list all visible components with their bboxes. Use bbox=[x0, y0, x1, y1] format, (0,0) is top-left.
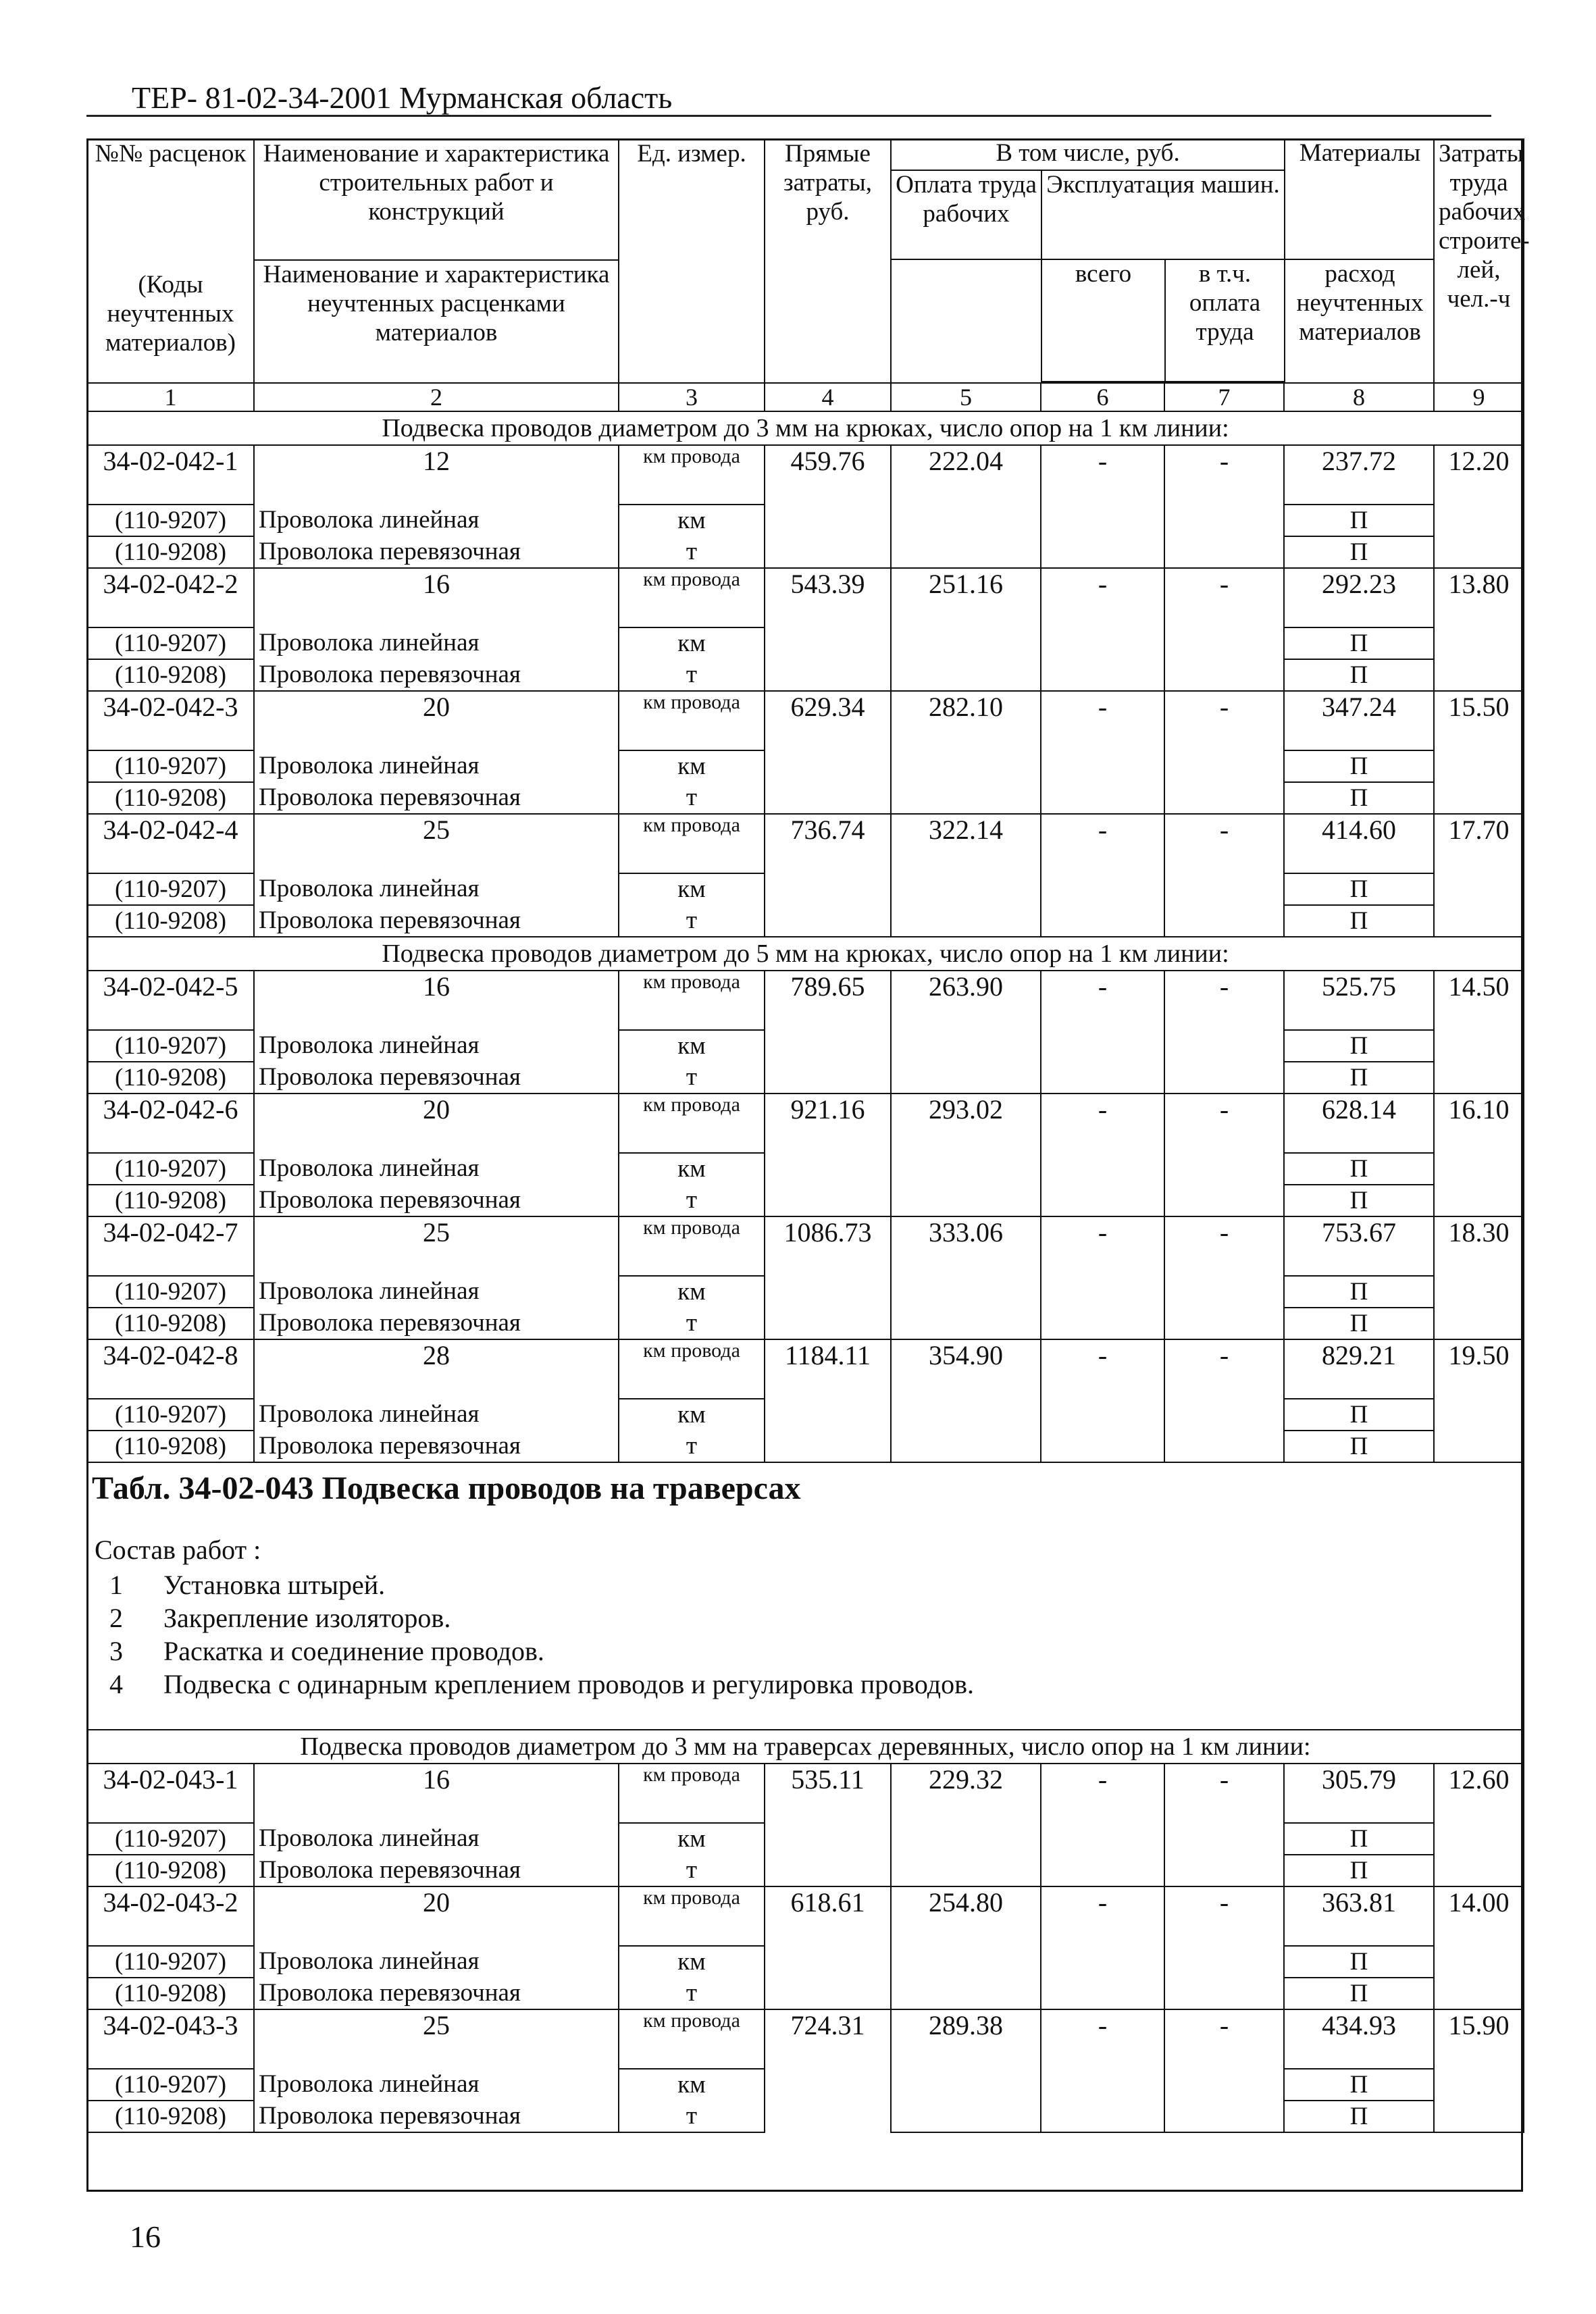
rate-machine-cost: - bbox=[1041, 971, 1164, 1094]
material-code: (110-9208) bbox=[87, 1185, 254, 1216]
material-name: Проволока линейная bbox=[254, 2069, 619, 2101]
col-header-code: №№ расценок bbox=[87, 139, 254, 260]
material-consumption: П bbox=[1284, 750, 1434, 782]
rate-unit: км провода bbox=[619, 1094, 765, 1153]
rate-code: 34-02-042-7 bbox=[87, 1216, 254, 1276]
material-unit: км bbox=[619, 2069, 765, 2101]
rate-code: 34-02-042-5 bbox=[87, 971, 254, 1030]
col-header-direct: Прямые затраты, руб. bbox=[765, 139, 891, 383]
col-header-machines: Эксплуатация машин. bbox=[1041, 170, 1285, 259]
rate-machine-labor-cost: - bbox=[1164, 2009, 1284, 2132]
rate-row bbox=[87, 2009, 1524, 2069]
rate-direct-cost: 724.31 bbox=[765, 2009, 891, 2132]
work-composition-caption: Состав работ : bbox=[95, 1534, 261, 1565]
rate-machine-labor-cost: - bbox=[1164, 1216, 1284, 1339]
rate-supports-count: 12 bbox=[254, 445, 619, 505]
header-rule bbox=[86, 115, 1491, 117]
rate-unit: км провода bbox=[619, 568, 765, 627]
material-consumption: П bbox=[1284, 782, 1434, 814]
col-number: 4 bbox=[765, 383, 891, 411]
rate-materials-cost: 414.60 bbox=[1284, 814, 1434, 873]
work-composition-item bbox=[95, 1568, 1523, 1601]
rate-code: 34-02-042-4 bbox=[87, 814, 254, 873]
material-unit: км bbox=[619, 1823, 765, 1855]
rate-code: 34-02-042-2 bbox=[87, 568, 254, 627]
material-unit: т bbox=[619, 659, 765, 691]
work-composition-item bbox=[95, 1635, 1523, 1668]
rate-labor-cost: 354.90 bbox=[891, 1339, 1041, 1462]
material-name: Проволока перевязочная bbox=[254, 1062, 619, 1094]
rate-row bbox=[87, 445, 1524, 505]
rate-code: 34-02-042-8 bbox=[87, 1339, 254, 1399]
rate-machine-labor-cost: - bbox=[1164, 1339, 1284, 1462]
rate-machine-cost: - bbox=[1041, 691, 1164, 814]
rate-direct-cost: 921.16 bbox=[765, 1094, 891, 1216]
col-header-name-sub: Наименование и характеристика неучтенных расценками материалов bbox=[254, 260, 619, 383]
material-consumption: П bbox=[1284, 873, 1434, 905]
col-number: 2 bbox=[254, 383, 619, 411]
rate-labor-hours: 12.60 bbox=[1434, 1764, 1524, 1886]
rate-labor-hours: 14.50 bbox=[1434, 971, 1524, 1094]
rate-direct-cost: 789.65 bbox=[765, 971, 891, 1094]
material-unit: км bbox=[619, 1030, 765, 1062]
rate-labor-cost: 293.02 bbox=[891, 1094, 1041, 1216]
rate-labor-cost: 251.16 bbox=[891, 568, 1041, 691]
rate-unit: км провода bbox=[619, 1764, 765, 1823]
rate-supports-count: 16 bbox=[254, 1764, 619, 1823]
page-header: ТЕР- 81-02-34-2001 Мурманская область bbox=[132, 80, 673, 115]
rate-labor-cost: 333.06 bbox=[891, 1216, 1041, 1339]
rate-labor-hours: 13.80 bbox=[1434, 568, 1524, 691]
material-code: (110-9207) bbox=[87, 1946, 254, 1978]
rate-row bbox=[87, 568, 1524, 627]
rate-code: 34-02-042-6 bbox=[87, 1094, 254, 1153]
material-unit: т bbox=[619, 1978, 765, 2009]
rate-machine-cost: - bbox=[1041, 445, 1164, 568]
material-name: Проволока линейная bbox=[254, 627, 619, 659]
rate-unit: км провода bbox=[619, 2009, 765, 2069]
work-item-text: Раскатка и соединение проводов. bbox=[163, 1636, 544, 1667]
material-unit: км bbox=[619, 1946, 765, 1978]
rate-supports-count: 25 bbox=[254, 814, 619, 873]
material-code: (110-9208) bbox=[87, 1855, 254, 1886]
rate-machine-cost: - bbox=[1041, 1764, 1164, 1886]
material-consumption: П bbox=[1284, 1308, 1434, 1339]
material-name: Проволока линейная bbox=[254, 1276, 619, 1308]
rate-machine-cost: - bbox=[1041, 1339, 1164, 1462]
group-header: В том числе, руб. bbox=[892, 139, 1285, 170]
material-code: (110-9208) bbox=[87, 905, 254, 937]
material-code: (110-9208) bbox=[87, 1978, 254, 2009]
material-code: (110-9207) bbox=[87, 1823, 254, 1855]
material-consumption: П bbox=[1284, 505, 1434, 536]
rate-supports-count: 16 bbox=[254, 971, 619, 1030]
material-name: Проволока перевязочная bbox=[254, 905, 619, 937]
rate-direct-cost: 618.61 bbox=[765, 1886, 891, 2009]
material-code: (110-9207) bbox=[87, 1399, 254, 1431]
material-consumption: П bbox=[1284, 1185, 1434, 1216]
rate-row bbox=[87, 1216, 1524, 1276]
rate-unit: км провода bbox=[619, 1339, 765, 1399]
material-code: (110-9207) bbox=[87, 873, 254, 905]
rate-labor-cost: 282.10 bbox=[891, 691, 1041, 814]
material-unit: т bbox=[619, 1431, 765, 1462]
rate-machine-cost: - bbox=[1041, 1094, 1164, 1216]
rate-materials-cost: 292.23 bbox=[1284, 568, 1434, 627]
rate-supports-count: 28 bbox=[254, 1339, 619, 1399]
rate-materials-cost: 347.24 bbox=[1284, 691, 1434, 750]
material-name: Проволока линейная bbox=[254, 1399, 619, 1431]
material-consumption: П bbox=[1284, 1855, 1434, 1886]
work-item-text: Подвеска с одинарным креплением проводов и регулировка проводов. bbox=[163, 1669, 974, 1700]
rate-unit: км провода bbox=[619, 445, 765, 505]
col-number: 8 bbox=[1284, 383, 1434, 411]
material-name: Проволока перевязочная bbox=[254, 782, 619, 814]
rate-direct-cost: 1184.11 bbox=[765, 1339, 891, 1462]
rate-labor-cost: 229.32 bbox=[891, 1764, 1041, 1886]
material-name: Проволока линейная bbox=[254, 1030, 619, 1062]
col-number: 6 bbox=[1041, 383, 1164, 411]
col-number: 7 bbox=[1164, 383, 1284, 411]
material-code: (110-9208) bbox=[87, 782, 254, 814]
work-item-number: 2 bbox=[109, 1603, 123, 1634]
material-unit: км bbox=[619, 1276, 765, 1308]
rate-labor-hours: 15.90 bbox=[1434, 2009, 1524, 2132]
table-043-intro bbox=[87, 1462, 1524, 1730]
material-consumption: П bbox=[1284, 1276, 1434, 1308]
rate-labor-hours: 14.00 bbox=[1434, 1886, 1524, 2009]
rate-supports-count: 16 bbox=[254, 568, 619, 627]
section-title: Подвеска проводов диаметром до 3 мм на траверсах деревянных, число опор на 1 км линии: bbox=[87, 1730, 1524, 1764]
rate-direct-cost: 543.39 bbox=[765, 568, 891, 691]
section-title: Подвеска проводов диаметром до 5 мм на крюках, число опор на 1 км линии: bbox=[87, 937, 1524, 971]
rate-row bbox=[87, 1339, 1524, 1399]
rate-materials-cost: 305.79 bbox=[1284, 1764, 1434, 1823]
rate-machine-labor-cost: - bbox=[1164, 445, 1284, 568]
col-header-labor: Оплата труда рабочих bbox=[892, 170, 1041, 259]
rates-table bbox=[86, 138, 1530, 2133]
col-header-materials-sub: расход неучтенных материалов bbox=[1285, 260, 1435, 382]
col-header-hours: Затраты труда рабочих строите- лей, чел.-ч bbox=[1434, 139, 1524, 383]
section-header-row bbox=[87, 1730, 1524, 1764]
rate-labor-cost: 289.38 bbox=[891, 2009, 1041, 2132]
rate-row bbox=[87, 691, 1524, 750]
rate-row bbox=[87, 1886, 1524, 1946]
rate-direct-cost: 1086.73 bbox=[765, 1216, 891, 1339]
material-unit: т bbox=[619, 1855, 765, 1886]
work-item-number: 1 bbox=[109, 1570, 123, 1601]
rate-labor-cost: 254.80 bbox=[891, 1886, 1041, 2009]
rate-row bbox=[87, 1764, 1524, 1823]
rate-materials-cost: 237.72 bbox=[1284, 445, 1434, 505]
rate-materials-cost: 829.21 bbox=[1284, 1339, 1434, 1399]
material-code: (110-9208) bbox=[87, 1431, 254, 1462]
rate-labor-hours: 17.70 bbox=[1434, 814, 1524, 937]
work-item-text: Установка штырей. bbox=[163, 1570, 386, 1601]
rate-labor-hours: 12.20 bbox=[1434, 445, 1524, 568]
material-consumption: П bbox=[1284, 1062, 1434, 1094]
material-consumption: П bbox=[1284, 2069, 1434, 2101]
material-name: Проволока перевязочная bbox=[254, 2101, 619, 2132]
material-unit: т bbox=[619, 536, 765, 568]
rate-machine-cost: - bbox=[1041, 568, 1164, 691]
material-code: (110-9207) bbox=[87, 1153, 254, 1185]
material-name: Проволока линейная bbox=[254, 505, 619, 536]
section-header-row bbox=[87, 937, 1524, 971]
rate-labor-cost: 222.04 bbox=[891, 445, 1041, 568]
rate-machine-cost: - bbox=[1041, 1886, 1164, 2009]
rate-machine-labor-cost: - bbox=[1164, 1886, 1284, 2009]
work-item-number: 4 bbox=[109, 1669, 123, 1700]
material-consumption: П bbox=[1284, 905, 1434, 937]
col-header-materials: Материалы bbox=[1285, 139, 1435, 259]
column-numbers-row bbox=[87, 383, 1524, 411]
rate-machine-cost: - bbox=[1041, 814, 1164, 937]
rate-supports-count: 20 bbox=[254, 1094, 619, 1153]
material-unit: т bbox=[619, 905, 765, 937]
material-name: Проволока перевязочная bbox=[254, 1855, 619, 1886]
rate-materials-cost: 363.81 bbox=[1284, 1886, 1434, 1946]
material-name: Проволока перевязочная bbox=[254, 659, 619, 691]
rate-materials-cost: 434.93 bbox=[1284, 2009, 1434, 2069]
work-item-number: 3 bbox=[109, 1636, 123, 1667]
page-number: 16 bbox=[130, 2219, 161, 2254]
material-name: Проволока линейная bbox=[254, 1153, 619, 1185]
rate-labor-cost: 322.14 bbox=[891, 814, 1041, 937]
section-title: Подвеска проводов диаметром до 3 мм на крюках, число опор на 1 км линии: bbox=[87, 411, 1524, 445]
rate-supports-count: 25 bbox=[254, 2009, 619, 2069]
rate-direct-cost: 459.76 bbox=[765, 445, 891, 568]
rate-direct-cost: 629.34 bbox=[765, 691, 891, 814]
material-unit: т bbox=[619, 1308, 765, 1339]
material-code: (110-9207) bbox=[87, 2069, 254, 2101]
material-unit: км bbox=[619, 627, 765, 659]
spacer bbox=[95, 1701, 1523, 1724]
rate-machine-cost: - bbox=[1041, 1216, 1164, 1339]
rate-machine-labor-cost: - bbox=[1164, 691, 1284, 814]
material-code: (110-9208) bbox=[87, 2101, 254, 2132]
material-name: Проволока линейная bbox=[254, 873, 619, 905]
material-code: (110-9207) bbox=[87, 750, 254, 782]
rate-materials-cost: 628.14 bbox=[1284, 1094, 1434, 1153]
rate-labor-hours: 18.30 bbox=[1434, 1216, 1524, 1339]
rate-code: 34-02-042-1 bbox=[87, 445, 254, 505]
work-item-text: Закрепление изоляторов. bbox=[163, 1603, 451, 1634]
rate-supports-count: 25 bbox=[254, 1216, 619, 1276]
rate-unit: км провода bbox=[619, 1886, 765, 1946]
rate-machine-labor-cost: - bbox=[1164, 971, 1284, 1094]
material-consumption: П bbox=[1284, 1978, 1434, 2009]
material-code: (110-9208) bbox=[87, 1062, 254, 1094]
rate-labor-hours: 19.50 bbox=[1434, 1339, 1524, 1462]
rate-labor-hours: 15.50 bbox=[1434, 691, 1524, 814]
rate-unit: км провода bbox=[619, 971, 765, 1030]
section-header-row bbox=[87, 411, 1524, 445]
material-name: Проволока линейная bbox=[254, 750, 619, 782]
material-consumption: П bbox=[1284, 2101, 1434, 2132]
col-header-code-sub: (Коды неучтенных материалов) bbox=[87, 260, 254, 383]
col-header-name: Наименование и характеристика строительных работ и конструкций bbox=[254, 139, 619, 260]
rate-direct-cost: 535.11 bbox=[765, 1764, 891, 1886]
col-header-group bbox=[891, 139, 1434, 260]
material-name: Проволока перевязочная bbox=[254, 1185, 619, 1216]
col-header-mach-total: всего bbox=[1041, 260, 1165, 382]
col-number: 3 bbox=[619, 383, 765, 411]
material-name: Проволока перевязочная bbox=[254, 1978, 619, 2009]
material-consumption: П bbox=[1284, 1030, 1434, 1062]
col-header-mach-labor: в т.ч. оплата труда bbox=[1165, 260, 1285, 382]
material-unit: км bbox=[619, 1399, 765, 1431]
material-unit: т bbox=[619, 1185, 765, 1216]
material-unit: т bbox=[619, 2101, 765, 2132]
rate-machine-labor-cost: - bbox=[1164, 814, 1284, 937]
material-unit: км bbox=[619, 505, 765, 536]
rate-code: 34-02-043-1 bbox=[87, 1764, 254, 1823]
work-composition-item bbox=[95, 1601, 1523, 1635]
material-consumption: П bbox=[1284, 1431, 1434, 1462]
rate-unit: км провода bbox=[619, 814, 765, 873]
material-code: (110-9207) bbox=[87, 505, 254, 536]
rate-supports-count: 20 bbox=[254, 691, 619, 750]
material-name: Проволока перевязочная bbox=[254, 1431, 619, 1462]
material-unit: т bbox=[619, 782, 765, 814]
material-consumption: П bbox=[1284, 1153, 1434, 1185]
rate-row bbox=[87, 814, 1524, 873]
col-header-unit: Ед. измер. bbox=[619, 139, 765, 383]
rate-code: 34-02-042-3 bbox=[87, 691, 254, 750]
material-consumption: П bbox=[1284, 1399, 1434, 1431]
rate-unit: км провода bbox=[619, 691, 765, 750]
material-name: Проволока перевязочная bbox=[254, 536, 619, 568]
material-consumption: П bbox=[1284, 659, 1434, 691]
material-name: Проволока перевязочная bbox=[254, 1308, 619, 1339]
rate-materials-cost: 525.75 bbox=[1284, 971, 1434, 1030]
rate-machine-labor-cost: - bbox=[1164, 568, 1284, 691]
material-code: (110-9207) bbox=[87, 627, 254, 659]
material-consumption: П bbox=[1284, 1823, 1434, 1855]
material-code: (110-9208) bbox=[87, 536, 254, 568]
material-consumption: П bbox=[1284, 1946, 1434, 1978]
rate-labor-hours: 16.10 bbox=[1434, 1094, 1524, 1216]
col-number: 9 bbox=[1434, 383, 1524, 411]
material-unit: км bbox=[619, 873, 765, 905]
rate-code: 34-02-043-2 bbox=[87, 1886, 254, 1946]
rate-labor-cost: 263.90 bbox=[891, 971, 1041, 1094]
col-header-subgroup bbox=[891, 260, 1434, 383]
material-consumption: П bbox=[1284, 627, 1434, 659]
rate-machine-cost: - bbox=[1041, 2009, 1164, 2132]
col-number: 5 bbox=[891, 383, 1041, 411]
material-code: (110-9208) bbox=[87, 1308, 254, 1339]
material-code: (110-9207) bbox=[87, 1276, 254, 1308]
rate-row bbox=[87, 971, 1524, 1030]
rate-materials-cost: 753.67 bbox=[1284, 1216, 1434, 1276]
material-consumption: П bbox=[1284, 536, 1434, 568]
rate-supports-count: 20 bbox=[254, 1886, 619, 1946]
table-043-intro-row bbox=[87, 1462, 1524, 1730]
material-code: (110-9207) bbox=[87, 1030, 254, 1062]
col-number: 1 bbox=[87, 383, 254, 411]
rate-row bbox=[87, 1094, 1524, 1153]
material-unit: т bbox=[619, 1062, 765, 1094]
rate-unit: км провода bbox=[619, 1216, 765, 1276]
material-unit: км bbox=[619, 750, 765, 782]
work-composition-item bbox=[95, 1668, 1523, 1701]
rate-code: 34-02-043-3 bbox=[87, 2009, 254, 2069]
rate-machine-labor-cost: - bbox=[1164, 1094, 1284, 1216]
col-header-labor-blank bbox=[892, 260, 1041, 382]
rate-machine-labor-cost: - bbox=[1164, 1764, 1284, 1886]
rate-direct-cost: 736.74 bbox=[765, 814, 891, 937]
material-unit: км bbox=[619, 1153, 765, 1185]
material-name: Проволока линейная bbox=[254, 1946, 619, 1978]
table-043-title: Табл. 34-02-043 Подвеска проводов на траверсах bbox=[92, 1470, 801, 1506]
material-code: (110-9208) bbox=[87, 659, 254, 691]
material-name: Проволока линейная bbox=[254, 1823, 619, 1855]
